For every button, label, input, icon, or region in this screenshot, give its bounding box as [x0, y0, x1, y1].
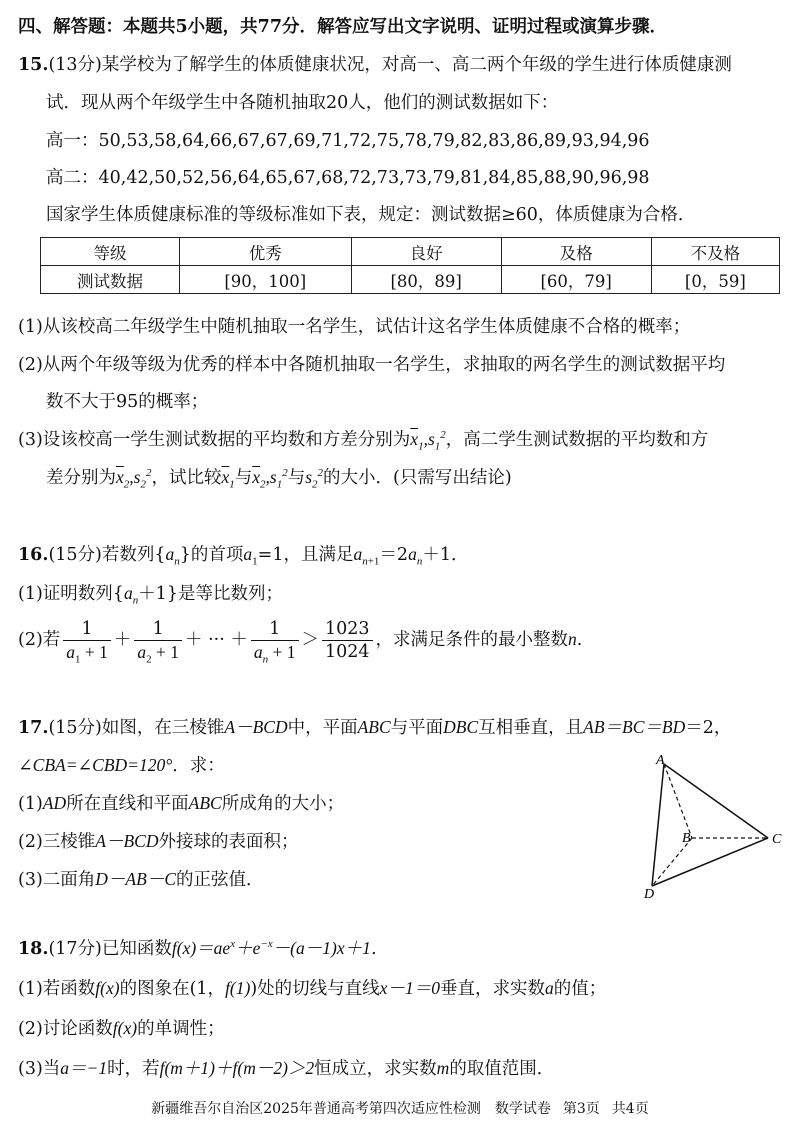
n-symbol: n	[568, 629, 577, 649]
footer-total: 共4页	[611, 1101, 649, 1117]
plane-dbc-symbol: DBC	[443, 717, 479, 737]
q18-part3-text: 的取值范围．	[449, 1059, 555, 1079]
q15-score: (13分)	[48, 55, 102, 75]
m-symbol: m	[436, 1058, 450, 1078]
q15-standard-note: 国家学生体质健康标准的等级标准如下表，规定：测试数据≥60，体质健康为合格．	[46, 205, 696, 225]
q17-part3-text: 的正弦值．	[176, 870, 264, 890]
q18-stem	[18, 935, 786, 962]
edge-dc	[652, 838, 768, 886]
line-ad-symbol: AD	[42, 793, 67, 813]
edge-ab-dashed	[664, 764, 692, 838]
q18-part1-text: (1)若函数	[18, 979, 96, 999]
q15-part3-text: 与	[234, 468, 253, 488]
q18-score: (17分)	[48, 939, 102, 959]
table-header-cell: 等级	[41, 238, 180, 266]
q17-text: 如图，在三棱锥	[101, 718, 225, 738]
fraction-term-1: $\frac{1}{a_1 + 1}$	[63, 618, 111, 663]
a-1-symbol: $a_1$	[243, 544, 258, 568]
f1-symbol: f(1)	[225, 978, 251, 998]
q15-part3-text: 差分别为	[46, 468, 116, 488]
label-a: A	[656, 753, 665, 768]
q15-grade-table	[40, 237, 780, 294]
q17-part1-text: (1)	[18, 794, 43, 814]
q17-text: 与平面	[390, 718, 444, 738]
q18-part2-text: (2)讨论函数	[18, 1019, 113, 1039]
q16-text: =1，且满足	[257, 545, 354, 565]
q16-text: 若数列{	[101, 545, 166, 565]
q15-grade1-row	[46, 128, 786, 154]
footer-title: 新疆维吾尔自治区2025年普通高考第四次适应性检测 数学试卷	[151, 1101, 551, 1117]
q15-part3-line2	[46, 464, 786, 491]
q15-grade2-label: 高二：	[46, 168, 99, 188]
q17-part1-text: 所在直线和平面	[66, 794, 189, 814]
fraction-1023-1024: $\frac{1023}{1024}$	[322, 618, 373, 663]
q15-part3-text: ，高二学生测试数据的平均数和方	[445, 430, 709, 450]
q16-stem	[18, 541, 786, 568]
edge-ad	[652, 764, 664, 886]
table-header-cell: 优秀	[179, 238, 351, 266]
table-header-row	[41, 238, 780, 266]
q17-stem-line1	[18, 714, 786, 741]
table-cell: [60，79]	[501, 266, 651, 294]
q18-part1-text: )处的切线与直线	[250, 979, 380, 999]
a-n-symbol: $a_n$	[165, 544, 180, 568]
q15-grade1-label: 高一：	[46, 131, 99, 151]
edge-ac	[664, 764, 768, 838]
fx-symbol: f(x)	[95, 978, 120, 998]
q15-grade2-row	[46, 165, 786, 191]
q16-text: ＝2	[379, 545, 409, 565]
dihedral-symbol: D－AB－C	[95, 869, 176, 889]
a-symbol: a	[544, 978, 554, 998]
q15-stem-line1	[18, 52, 786, 78]
q15-grade2-data: 40,42,50,52,56,64,65,67,68,72,73,73,79,81,84,85,88,90,96,98	[98, 168, 650, 188]
inequality: f(m＋1)＋f(m－2)＞2	[159, 1058, 315, 1078]
q16-part2: (2)若 $\frac{1}{a_1 + 1}$ ＋ $\frac{1}{a_2 + 1}$ ＋ ··· ＋ $\frac{1}{a_n + 1}$ ＞ $\frac{1023}{1024}$ ，求满足条件的最小整数n.	[18, 619, 583, 666]
q15-part3-line1	[18, 426, 786, 453]
xbar1-s1-symbols: $\overline{x}_1,s_1^2$	[410, 429, 446, 453]
function-definition: $f(x)=ae^x+e^{-x}-(a-1)x+1$．	[171, 938, 389, 958]
section-header: 四、解答题：本题共5小题，共77分．解答应写出文字说明、证明过程或演算步骤．	[18, 17, 668, 37]
q17-part2-text: (2)三棱锥	[18, 832, 96, 852]
q16-score: (15分)	[48, 545, 102, 565]
plane-abc-symbol: ABC	[357, 717, 391, 737]
edge-equality: AB＝BC＝BD	[583, 717, 686, 737]
q15-number: 15.	[18, 55, 49, 75]
q15-part1: (1)从该校高二年级学生中随机抽取一名学生，试估计这名学生体质健康不合格的概率；	[18, 317, 691, 337]
q17-text: ．求：	[172, 756, 225, 776]
xbar2-symbol: $\overline{x}_2,s_1^2$	[252, 467, 288, 491]
q18-text: 已知函数	[101, 939, 172, 959]
q17-score: (15分)	[48, 718, 102, 738]
label-b: B	[682, 831, 691, 846]
q17-text: 互相垂直，且	[478, 718, 584, 738]
q16-part2-text: (2)若	[18, 630, 61, 650]
fraction-term-n: $\frac{1}{a_n + 1}$	[251, 618, 299, 663]
fx-symbol: f(x)	[112, 1018, 138, 1038]
q15-stem-text1: 某学校为了解学生的体质健康状况，对高一、高二两个年级的学生进行体质健康测	[101, 55, 732, 75]
a-n-symbol: $a_n$	[408, 544, 423, 568]
table-header-cell: 良好	[351, 238, 501, 266]
footer-page: 第3页	[562, 1101, 600, 1117]
label-d: D	[644, 887, 655, 902]
plane-abc-symbol: ABC	[188, 793, 222, 813]
q18-part2	[18, 1015, 786, 1042]
table-cell: [90，100]	[179, 266, 351, 294]
q18-part1-text: 的值；	[553, 979, 607, 999]
q15-part3-text: (3)设该校高一学生测试数据的平均数和方差分别为	[18, 430, 411, 450]
q17-number: 17.	[18, 718, 49, 738]
q18-part1	[18, 975, 786, 1002]
q15-part3-text: ，试比较	[151, 468, 222, 488]
q16-part1-text: ＋1}是等比数列；	[138, 584, 283, 604]
q16-text: ＋1．	[422, 545, 469, 565]
q18-part3-text: 恒成立，求实数	[314, 1059, 437, 1079]
label-c: C	[772, 832, 782, 847]
xbar2-s2-symbols: $\overline{x}_2,s_2^2$	[116, 467, 152, 491]
line-equation: x－1＝0	[379, 978, 440, 998]
q15-part3-text: 与	[287, 468, 306, 488]
q16-part2-text: ，求满足条件的最小整数	[375, 630, 569, 650]
q15-part2-line1: (2)从两个年级等级为优秀的样本中各随机抽取一名学生，求抽取的两名学生的测试数据平均	[18, 355, 726, 375]
tetrahedron-symbol: A－BCD	[224, 717, 288, 737]
q18-part3-text: (3)当	[18, 1059, 61, 1079]
a-n-symbol: $a_n$	[123, 583, 139, 607]
a-n-plus-1-symbol: $a_{n+1}$	[353, 544, 380, 568]
q15-part2-line2: 数不大于95的概率；	[46, 392, 209, 412]
page-footer	[0, 1098, 800, 1118]
q18-number: 18.	[18, 939, 49, 959]
table-header-cell: 及格	[501, 238, 651, 266]
q17-text: 中，平面	[287, 718, 358, 738]
q16-part1-text: (1)证明数列{	[18, 584, 124, 604]
fraction-term-2: $\frac{1}{a_2 + 1}$	[134, 618, 182, 663]
a-condition: a＝−1	[60, 1058, 108, 1078]
q16-text: }的首项	[179, 545, 244, 565]
q15-part3-text: 的大小．(只需写出结论)	[323, 468, 512, 488]
q17-part3-text: (3)二面角	[18, 870, 96, 890]
q16-number: 16.	[18, 545, 49, 565]
q17-part2-text: 外接球的表面积；	[158, 832, 299, 852]
q18-part1-text: 垂直，求实数	[439, 979, 545, 999]
q17-text: ＝2，	[685, 718, 732, 738]
q15-grade1-data: 50,53,58,64,66,67,67,69,71,72,75,78,79,82,83,86,89,93,94,96	[98, 131, 650, 151]
table-cell: 测试数据	[41, 266, 180, 294]
table-cell: [0，59]	[651, 266, 779, 294]
angle-condition: ∠CBA=∠CBD=120°	[18, 755, 173, 775]
q18-part2-text: 的单调性；	[137, 1019, 225, 1039]
q18-part3-text: 时，若	[107, 1059, 160, 1079]
q15-stem-line2: 试．现从两个年级学生中各随机抽取20人，他们的测试数据如下：	[46, 93, 559, 113]
xbar1-symbol: $\overline{x}_1$	[221, 467, 235, 491]
s2-symbol: $s_2^2$	[305, 467, 324, 491]
tetrahedron-figure	[640, 752, 790, 902]
q18-part3	[18, 1055, 786, 1082]
table-row	[41, 266, 780, 294]
q16-part2-text: .	[576, 630, 583, 650]
tetrahedron-symbol: A－BCD	[95, 831, 159, 851]
q18-part1-text: 的图象在(1，	[119, 979, 226, 999]
table-header-cell: 不及格	[651, 238, 779, 266]
q16-part1	[18, 580, 786, 607]
q17-part1-text: 所成角的大小；	[221, 794, 345, 814]
table-cell: [80，89]	[351, 266, 501, 294]
